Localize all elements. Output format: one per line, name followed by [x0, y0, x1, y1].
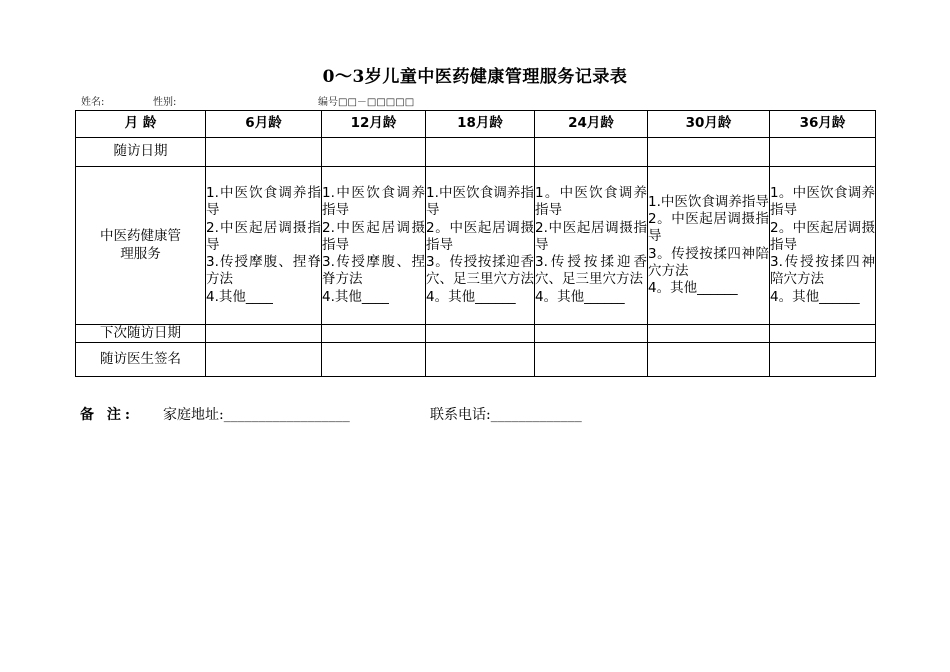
next-visit-24m[interactable] — [535, 325, 648, 343]
service-item: 1。中医饮食调养指导 — [770, 185, 875, 219]
service-item: 3。传授按揉迎香穴、足三里穴方法 — [426, 254, 534, 288]
header-12m: 12月龄 — [322, 111, 426, 138]
visit-date-30m[interactable] — [648, 138, 770, 167]
service-item: 2。中医起居调摄指导 — [770, 219, 875, 253]
service-item: 1.中医饮食调养指导 — [206, 185, 321, 219]
header-30m: 30月龄 — [648, 111, 770, 138]
service-item: 2.中医起居调摄指导 — [206, 219, 321, 253]
next-visit-label: 下次随访日期 — [76, 325, 206, 343]
service-cell-12m — [322, 167, 426, 325]
header-24m: 24月龄 — [535, 111, 648, 138]
visit-date-36m[interactable] — [770, 138, 876, 167]
service-item: 2.中医起居调摄指导 — [535, 219, 647, 253]
next-visit-18m[interactable] — [426, 325, 535, 343]
record-number-label: 编号□□－□□□□□ — [318, 97, 415, 108]
service-item: 2。中医起居调摄指导 — [426, 219, 534, 253]
form-title: 0～3岁儿童中医药健康管理服务记录表 — [322, 67, 628, 87]
doctor-sign-label: 随访医生签名 — [76, 343, 206, 377]
service-item: 4。其他______ — [426, 288, 516, 305]
record-table — [75, 110, 876, 377]
visit-date-18m[interactable] — [426, 138, 535, 167]
header-6m: 6月龄 — [206, 111, 322, 138]
service-cell-6m — [206, 167, 322, 325]
service-item: 3.传授摩腹、捏脊方法 — [206, 254, 321, 288]
service-cell-30m — [648, 167, 770, 325]
service-item: 3.传授按揉四神陪穴方法 — [770, 254, 875, 288]
header-row — [76, 111, 876, 138]
visit-date-row — [76, 138, 876, 167]
doctor-sign-30m[interactable] — [648, 343, 770, 377]
next-visit-6m[interactable] — [206, 325, 322, 343]
service-row — [76, 167, 876, 325]
doctor-sign-36m[interactable] — [770, 343, 876, 377]
visit-date-label: 随访日期 — [76, 138, 206, 167]
service-item: 4.其他____ — [206, 288, 273, 305]
service-item: 4。其他______ — [770, 288, 860, 305]
gender-label: 性别: — [153, 97, 177, 108]
header-age: 月 龄 — [76, 111, 206, 138]
service-cell-36m — [770, 167, 876, 325]
doctor-sign-12m[interactable] — [322, 343, 426, 377]
name-label: 姓名: — [81, 97, 105, 108]
doctor-sign-6m[interactable] — [206, 343, 322, 377]
service-cell-24m — [535, 167, 648, 325]
next-visit-30m[interactable] — [648, 325, 770, 343]
header-18m: 18月龄 — [426, 111, 535, 138]
service-item: 2.中医起居调摄指导 — [322, 219, 425, 253]
visit-date-6m[interactable] — [206, 138, 322, 167]
doctor-sign-18m[interactable] — [426, 343, 535, 377]
service-label: 中医药健康管理服务 — [76, 167, 206, 325]
remarks-label: 备 注: — [80, 407, 135, 423]
service-item: 3。传授按揉四神陪穴方法 — [648, 245, 769, 279]
next-visit-36m[interactable] — [770, 325, 876, 343]
service-item: 3.传授摩腹、捏脊方法 — [322, 254, 425, 288]
service-item: 2。中医起居调摄指导 — [648, 211, 769, 245]
visit-date-24m[interactable] — [535, 138, 648, 167]
header-36m: 36月龄 — [770, 111, 876, 138]
service-item: 1。中医饮食调养指导 — [535, 185, 647, 219]
home-address-field[interactable]: 家庭地址:__________________ — [163, 407, 350, 423]
service-item: 1.中医饮食调养指导 — [426, 185, 534, 219]
service-item: 1.中医饮食调养指导 — [648, 193, 769, 210]
next-visit-row — [76, 325, 876, 343]
doctor-sign-row — [76, 343, 876, 377]
service-cell-18m — [426, 167, 535, 325]
service-item: 1.中医饮食调养指导 — [322, 185, 425, 219]
service-item: 4。其他______ — [535, 288, 625, 305]
phone-field[interactable]: 联系电话:_____________ — [430, 407, 582, 423]
visit-date-12m[interactable] — [322, 138, 426, 167]
next-visit-12m[interactable] — [322, 325, 426, 343]
service-item: 4.其他____ — [322, 288, 389, 305]
service-item: 4。其他______ — [648, 279, 738, 296]
service-item: 3.传授按揉迎香穴、足三里穴方法 — [535, 254, 647, 288]
doctor-sign-24m[interactable] — [535, 343, 648, 377]
